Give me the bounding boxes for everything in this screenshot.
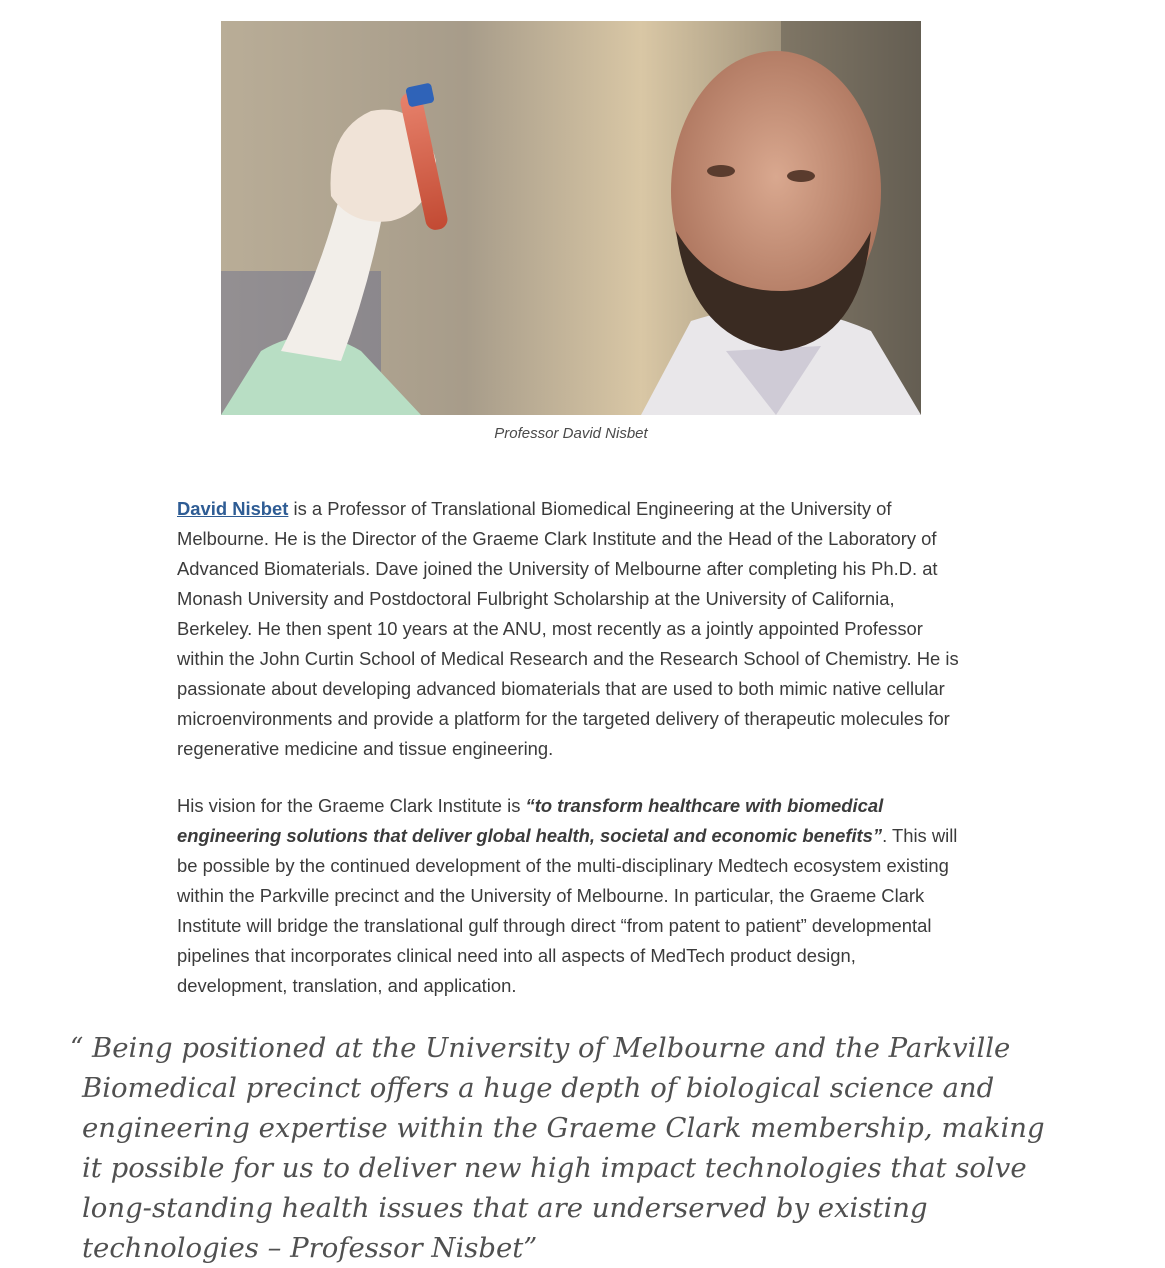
article-body bbox=[177, 494, 967, 1028]
vision-paragraph bbox=[177, 791, 967, 1001]
vision-statement: “to transform healthcare with biomedical engineering solutions that deliver global health, societal and economic benefits” bbox=[177, 795, 884, 846]
vision-paragraph-text: . This will be possible by the continued development of the multi-disciplinary Medtech ecosystem existing within the Parkville precinct and the University of Melbourne. In particular, the Graeme Clark Institute will bridge the translational gulf through direct “from patent to patient” developmental pipelines that incorporates clinical need into all aspects of MedTech product design, development, translation, and application. bbox=[177, 825, 958, 996]
david-nisbet-link[interactable]: David Nisbet bbox=[177, 498, 289, 519]
pull-quote-text: Being positioned at the University of Melbourne and the Parkville Biomedical precinct offers a huge depth of biological science and engineering expertise within the Graeme Clark membership, making it possible for us to deliver new high impact technologies that solve long-standing health issues that are underserved by existing technologies – Professor Nisbet” bbox=[82, 1032, 1045, 1264]
portrait-photo-icon bbox=[221, 21, 921, 415]
vision-lead-text: His vision for the Graeme Clark Institute is bbox=[177, 795, 526, 816]
photo-caption: Professor David Nisbet bbox=[494, 425, 648, 442]
bio-paragraph-text: is a Professor of Translational Biomedical Engineering at the University of Melbourne. He is the Director of the Graeme Clark Institute and the Head of the Laboratory of Advanced Biomaterials. Dave joined the University of Melbourne after completing his Ph.D. at Monash University and Postdoctoral Fulbright Scholarship at the University of California, Berkeley. He then spent 10 years at the ANU, most recently as a jointly appointed Professor within the John Curtin School of Medical Research and the Research School of Chemistry. He is passionate about developing advanced biomaterials that are used to both mimic native cellular microenvironments and provide a platform for the targeted delivery of therapeutic molecules for regenerative medicine and tissue engineering. bbox=[177, 498, 959, 759]
pull-quote bbox=[70, 1028, 1070, 1268]
bio-paragraph bbox=[177, 494, 967, 764]
open-quote-mark: “ bbox=[70, 1033, 84, 1063]
profile-photo bbox=[221, 21, 921, 415]
